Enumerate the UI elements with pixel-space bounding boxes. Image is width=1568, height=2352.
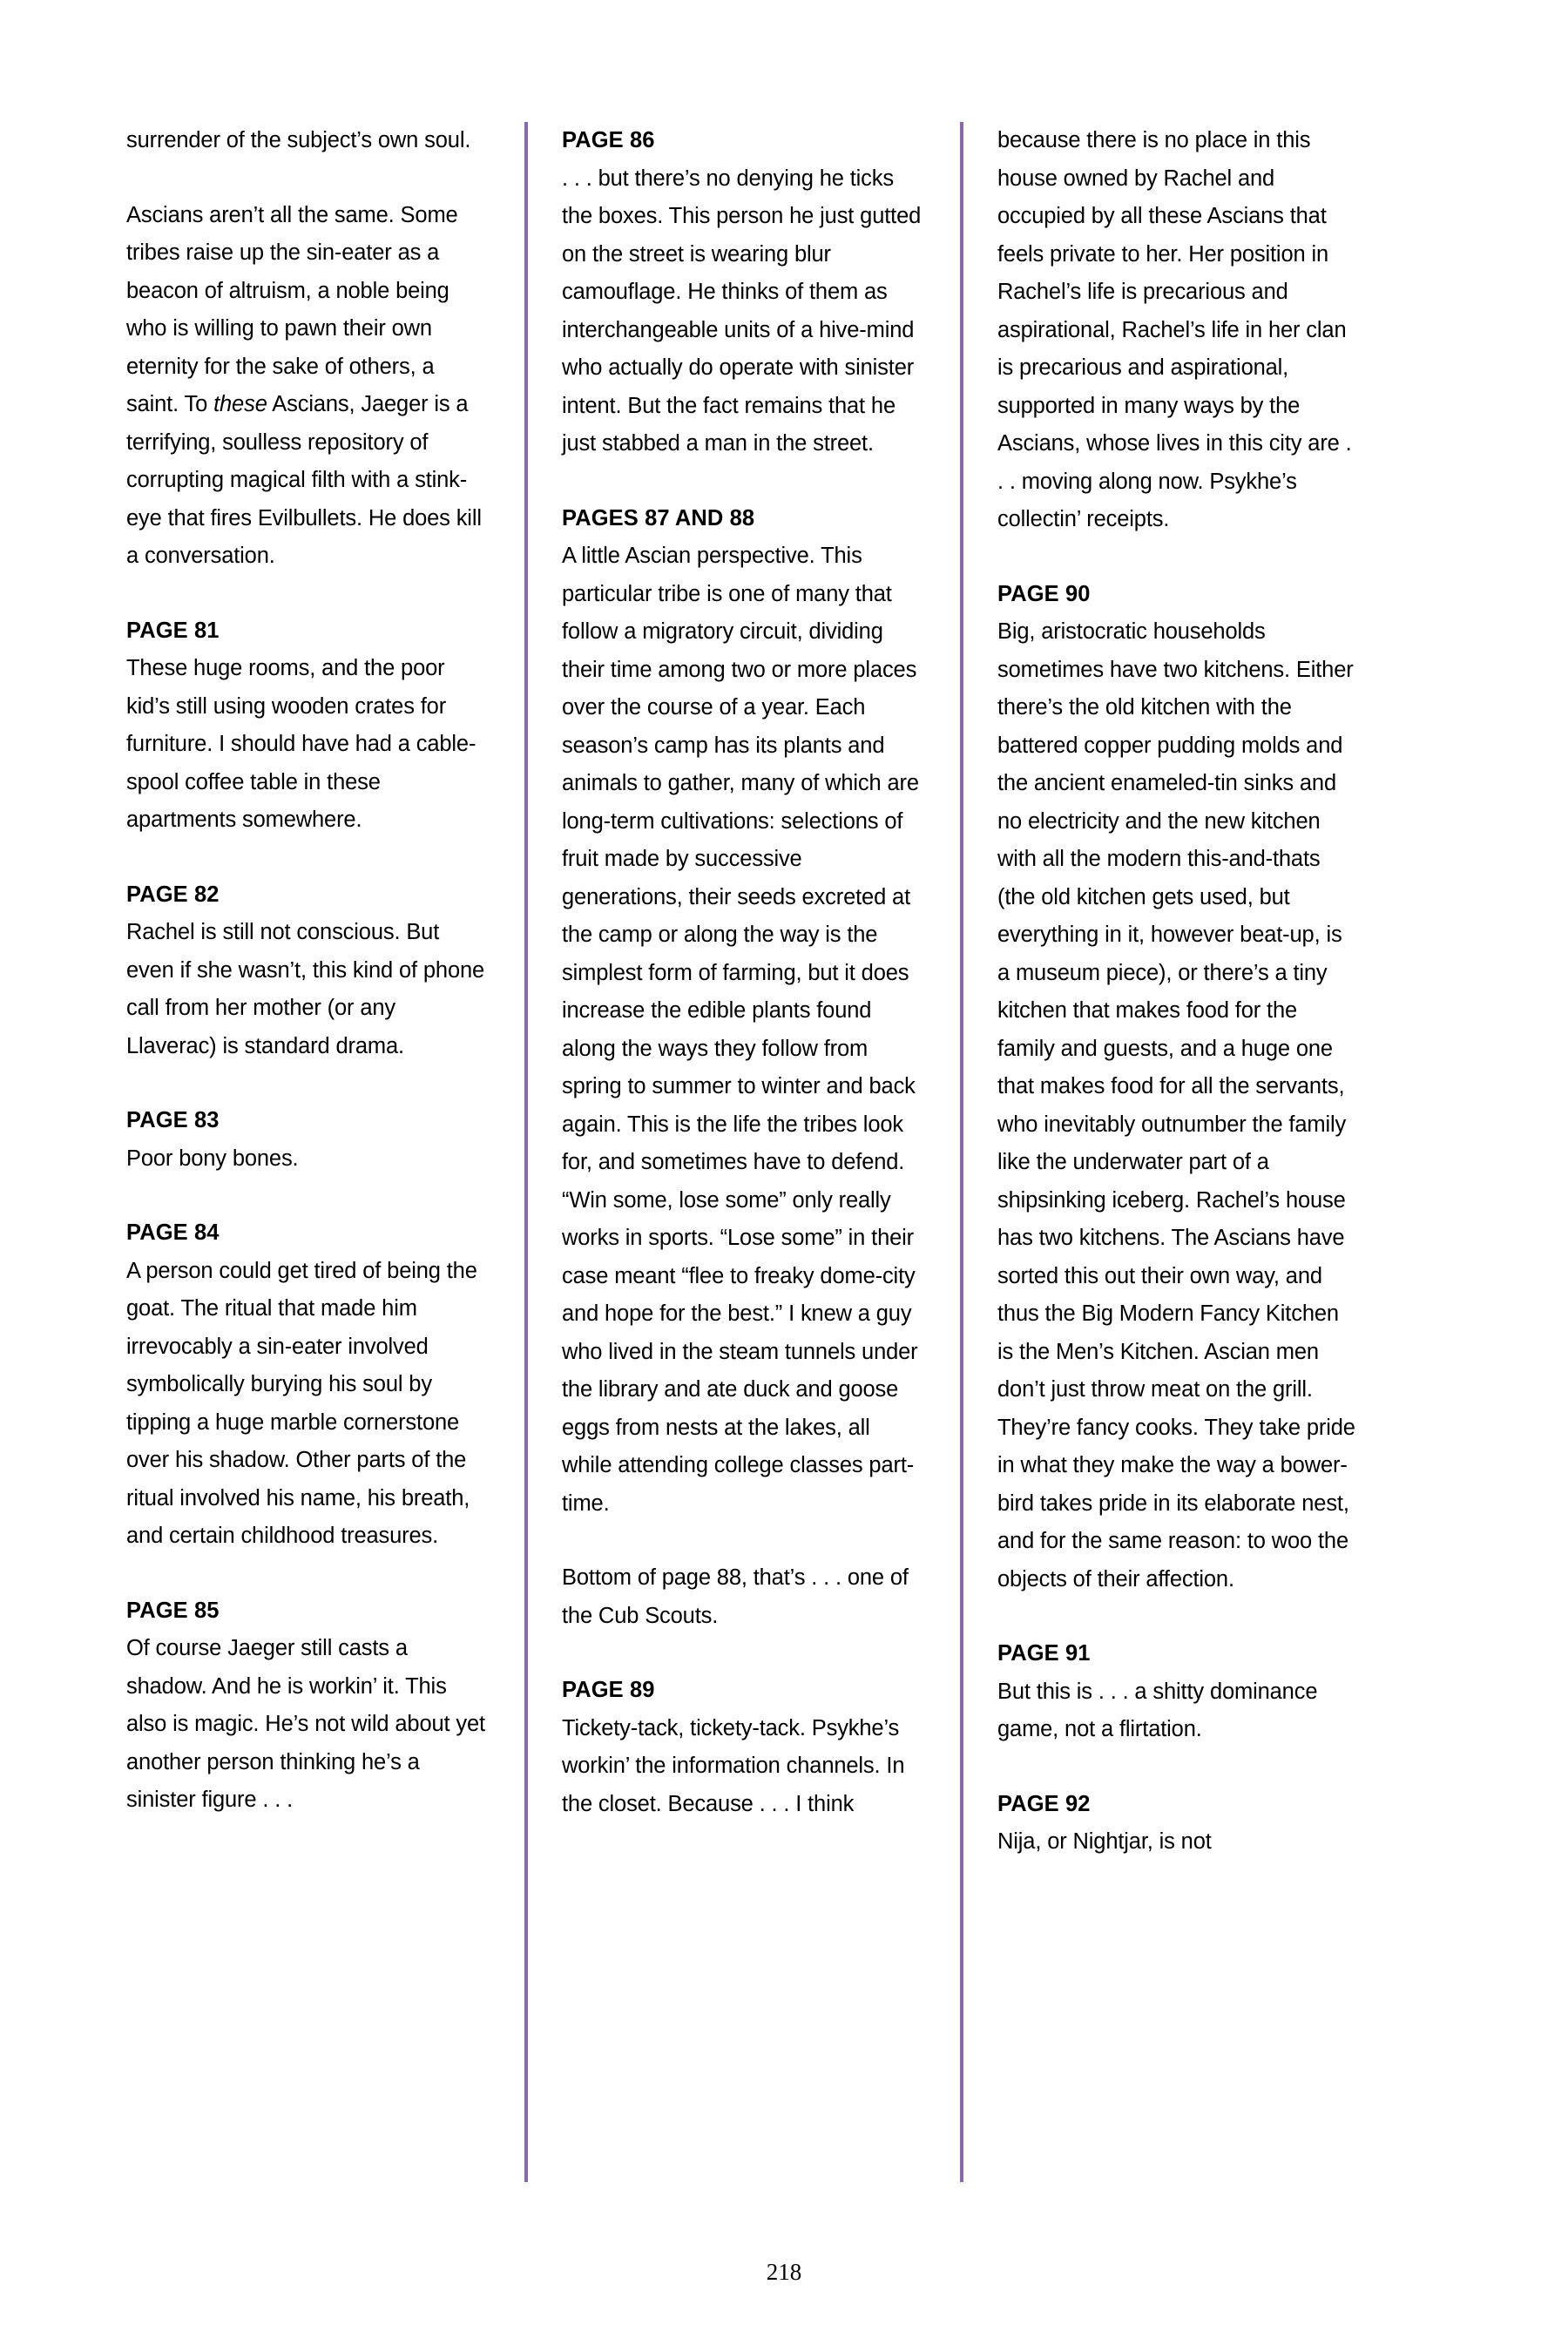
emphasis-text: these xyxy=(213,392,267,416)
column-gap-2 xyxy=(923,122,997,2182)
body-paragraph: Nija, or Nightjar, is not xyxy=(997,1829,1212,1854)
text-column-1 xyxy=(126,122,488,1820)
section-heading: PAGE 90 xyxy=(997,581,1091,606)
body-paragraph: Big, aristocratic households sometimes have two kitchens. Either there’s the old kitchen with the battered copper pudding molds and the ancient enameled-tin sinks and no electricity and the new kitchen with all the modern this-and-thats (the old kitchen gets used, but everything in it, however beat-up, is a museum piece), or there’s a tiny kitchen that makes food for the family and guests, and a huge one that makes food for all the servants, who inevitably outnumber the family like the underwater part of a shipsinking iceberg. Rachel’s house has two kitchens. The Ascians have sorted this out their own way, and thus the Big Modern Fancy Kitchen is the Men’s Kitchen. Ascian men don’t just throw meat on the grill. They’re fancy cooks. They take pride in what they make the way a bower-bird takes pride in its elaborate nest, and for the same reason: to woo the objects of their affection. xyxy=(997,619,1355,1592)
body-paragraph: Poor bony bones. xyxy=(126,1146,299,1171)
section-heading: PAGE 84 xyxy=(126,1220,220,1245)
section-heading: PAGE 86 xyxy=(562,128,655,152)
body-paragraph: Of course Jaeger still casts a shadow. And he is workin’ it. This also is magic. He’s not wild about yet another person thinking he’s a sinister figure . . . xyxy=(126,1636,485,1812)
section-heading: PAGE 81 xyxy=(126,618,220,643)
section-heading: PAGE 89 xyxy=(562,1678,655,1702)
page-number-folio: 218 xyxy=(766,2259,802,2285)
section-heading: PAGE 91 xyxy=(997,1641,1091,1666)
column-gap-1 xyxy=(488,122,562,2182)
section-heading: PAGE 85 xyxy=(126,1598,220,1623)
body-paragraph: A person could get tired of being the goat. The ritual that made him irrevocably a sin-eater involved symbolically burying his soul by tipping a huge marble cornerstone over his shadow. Other parts of the ritual involved his name, his breath, and certain childhood treasures. xyxy=(126,1258,477,1548)
body-paragraph: Bottom of page 88, that’s . . . one of the Cub Scouts. xyxy=(562,1565,909,1628)
body-paragraph: A little Ascian perspective. This particular tribe is one of many that follow a migratory circuit, dividing their time among two or more places over the course of a year. Each season’s camp has its plants and animals to gather, many of which are long-term cultivations: selections of fruit made by successive generations, their seeds excreted at the camp or along the way is the simplest form of farming, but it does increase the edible plants found along the ways they follow from spring to summer to winter and back again. This is the life the tribes look for, and sometimes have to defend. “Win some, lose some” only really works in sports. “Lose some” in their case meant “flee to freaky dome-city and hope for the best.” I knew a guy who lived in the steam tunnels under the library and ate duck and goose eggs from nests at the lakes, all while attending college classes part-time. xyxy=(562,544,919,1516)
paragraph-text-segment: Ascians aren’t all the same. Some tribes raise up the sin-eater as a beacon of altruism, a noble being who is willing to pawn their own eternity for the sake of others, a saint. To xyxy=(126,202,458,416)
text-column-2 xyxy=(562,122,923,1823)
body-paragraph: . . . but there’s no denying he ticks the boxes. This person he just gutted on the street is wearing blur camouflage. He thinks of them as interchangeable units of a hive-mind who actually do operate with sinister intent. But the fact remains that he just stabbed a man in the street. xyxy=(562,166,922,456)
section-heading: PAGE 83 xyxy=(126,1108,220,1132)
column-divider-rule-1 xyxy=(524,122,528,2182)
section-heading: PAGES 87 AND 88 xyxy=(562,505,755,531)
section-heading: PAGE 92 xyxy=(997,1791,1091,1816)
body-paragraph xyxy=(126,197,488,576)
body-paragraph: These huge rooms, and the poor kid’s still using wooden crates for furniture. I should have had a cable-spool coffee table in these apartments somewhere. xyxy=(126,656,476,832)
section-heading: PAGE 82 xyxy=(126,882,220,907)
body-paragraph: surrender of the subject’s own soul. xyxy=(126,128,471,152)
text-columns-container xyxy=(126,122,1446,2182)
body-paragraph: Rachel is still not conscious. But even if she wasn’t, this kind of phone call from her mother (or any Llaverac) is standard drama. xyxy=(126,920,485,1058)
column-divider-rule-2 xyxy=(960,122,963,2182)
paragraph-text-segment: Ascians, Jaeger is a terrifying, soulless repository of corrupting magical filth with a stink-eye that fires Evilbullets. He does kill a conversation. xyxy=(126,392,482,568)
body-paragraph: Tickety-tack, tickety-tack. Psykhe’s workin’ the information channels. In the closet. Because . . . I think xyxy=(562,1715,905,1816)
text-column-3 xyxy=(997,122,1359,1862)
body-paragraph: because there is no place in this house owned by Rachel and occupied by all these Ascians that feels private to her. Her position in Rachel’s life is precarious and aspirational, Rachel’s life in her clan is precarious and aspirational, supported in many ways by the Ascians, whose lives in this city are . . . moving along now. Psykhe’s collectin’ receipts. xyxy=(997,128,1352,531)
body-paragraph: But this is . . . a shitty dominance game, not a flirtation. xyxy=(997,1679,1318,1741)
